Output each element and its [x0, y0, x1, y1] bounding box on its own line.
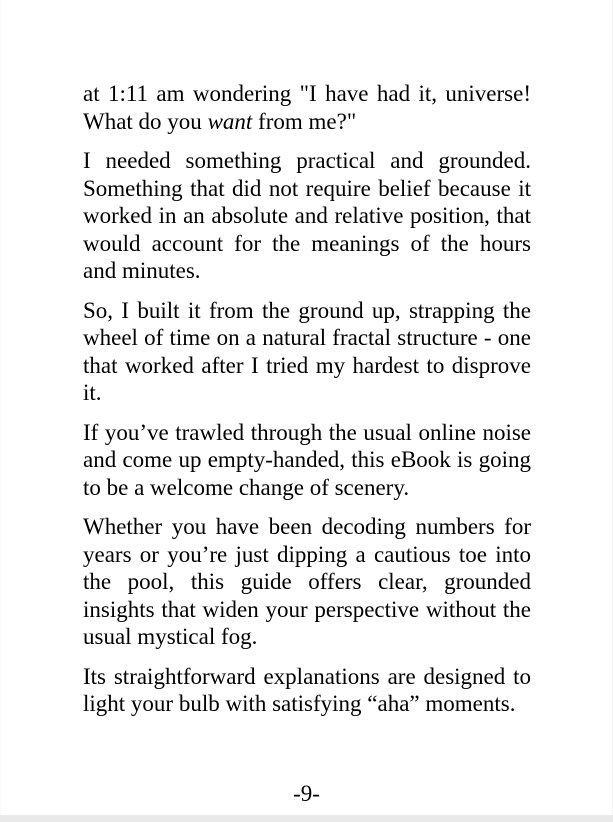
text-segment: at 1:11 am wondering "I have had it, universe! What do you	[83, 81, 531, 134]
paragraph	[83, 663, 531, 718]
page-text	[83, 80, 531, 730]
text-segment: So, I built it from the ground up, strapping the wheel of time on a natural fractal structure - one that worked after I tried my hardest to disprove it.	[83, 297, 531, 405]
text-segment: from me?"	[252, 108, 357, 134]
paragraph	[83, 147, 531, 285]
text-segment: Whether you have been decoding numbers for years or you’re just dipping a cautious toe into the pool, this guide offers clear, grounded insights that widen your perspective without the usual mystical fog.	[83, 514, 531, 649]
page-number: -9-	[293, 781, 320, 806]
text-segment: I needed something practical and grounded. Something that did not require belief because it worked in an absolute and relative position, that would account for the meanings of the hours and minutes.	[83, 148, 531, 283]
text-segment: Its straightforward explanations are designed to light your bulb with satisfying “aha” moments.	[83, 663, 531, 716]
text-segment: If you’ve trawled through the usual online noise and come up empty-handed, this eBook is going to be a welcome change of scenery.	[83, 419, 531, 500]
paragraph	[83, 513, 531, 651]
paragraph	[83, 80, 531, 135]
italic-text-segment: want	[207, 108, 253, 134]
paragraph	[83, 419, 531, 502]
page-bottom-edge	[0, 815, 613, 822]
paragraph	[83, 297, 531, 407]
